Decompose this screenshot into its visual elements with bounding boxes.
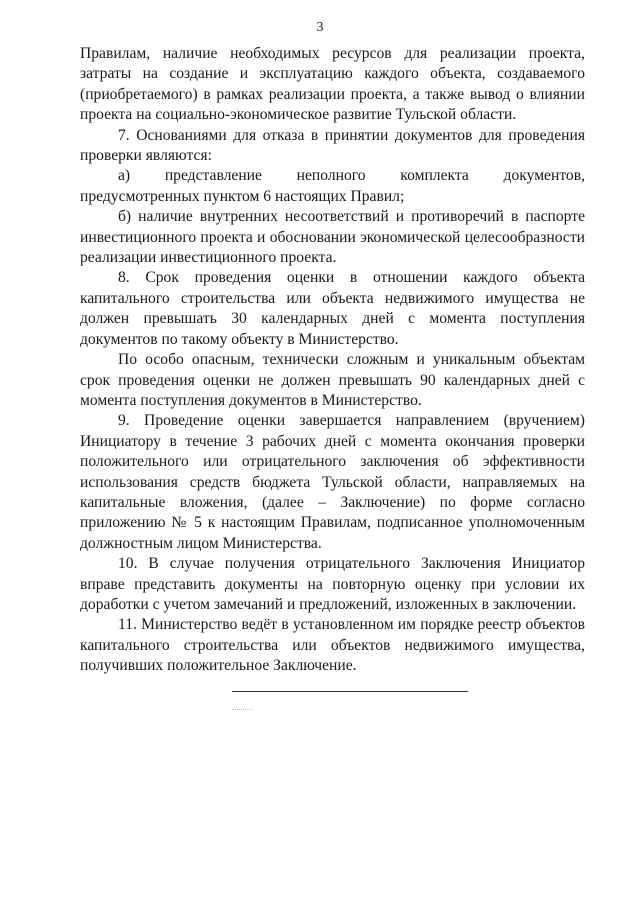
paragraph-item-10: 10. В случае получения отрицательного Заключения Инициатор вправе представить документы на повторную оценку при условии их доработки с учетом замечаний и предложений, изложенных в заключении. <box>80 555 585 613</box>
paragraph-item-7: 7. Основаниями для отказа в принятии документов для проведения проверки являются: <box>80 126 585 165</box>
paragraph-item-9: 9. Проведение оценки завершается направлением (вручением) Инициатору в течение 3 рабочих дней с момента окончания проверки положительного или отрицательного заключения об эффективности использования средств бюджета Тульской области, направляемых на капитальные вложения, (далее – Заключение) по форме согласно приложению № 5 к настоящим Правилам, подписанное уполномоченным должностным лицом Министерства. <box>80 412 585 552</box>
end-of-document-divider <box>232 691 468 692</box>
paragraph-item-7b: б) наличие внутренних несоответствий и противоречий в паспорте инвестиционного проекта и обосновании экономической целесообразности реализации инвестиционного проекта. <box>80 208 585 267</box>
paragraph-item-7a: а) представление неполного комплекта документов, предусмотренных пунктом 6 настоящих Правил; <box>80 167 585 205</box>
paragraph-item-8: 8. Срок проведения оценки в отношении каждого объекта капитального строительства или объекта недвижимого имущества не должен превышать 30 календарных дней с момента поступления документов по такому объекту в Министерство. <box>80 269 585 348</box>
paragraph-continuation: Правилам, наличие необходимых ресурсов для реализации проекта, затраты на создание и эксплуатацию каждого объекта, создаваемого (приобретаемого) в рамках реализации проекта, а также вывод о влиянии проекта на социально-экономическое развитие Тульской области. <box>80 45 585 124</box>
page-number: 3 <box>316 20 324 35</box>
document-body <box>80 44 585 677</box>
scan-specks <box>232 709 252 710</box>
paragraph-item-11: 11. Министерство ведёт в установленном им порядке реестр объектов капитального строительства или объектов недвижимого имущества, получивших положительное Заключение. <box>80 616 585 675</box>
paragraph-item-8-note: По особо опасным, технически сложным и уникальным объектам срок проведения оценки не должен превышать 90 календарных дней с момента поступления документов в Министерство. <box>80 351 585 409</box>
